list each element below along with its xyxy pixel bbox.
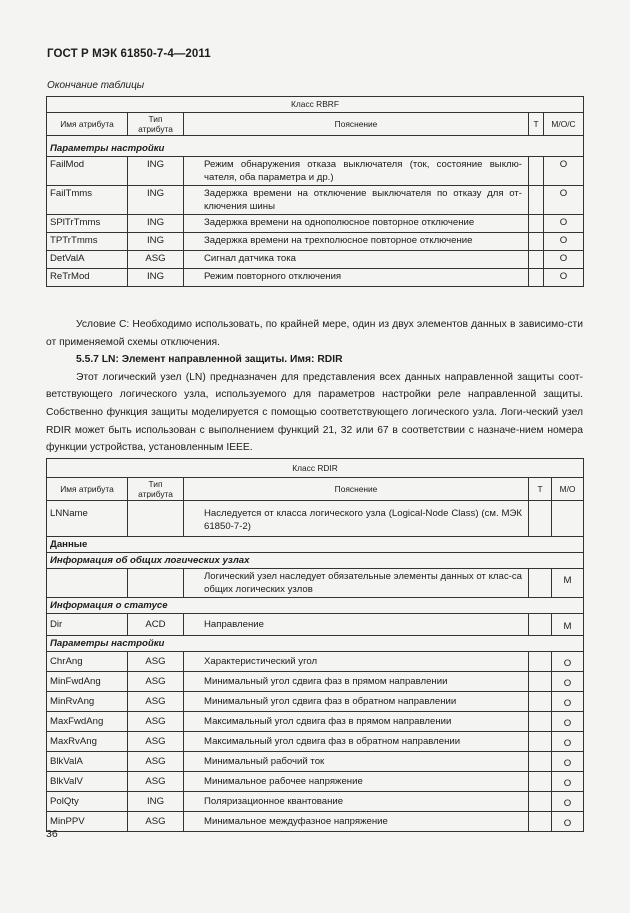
rbrf-table: [46, 96, 584, 287]
attr-type: ING: [128, 186, 184, 215]
attr-t: [529, 652, 552, 672]
table-caption: Окончание таблицы: [47, 80, 145, 91]
attr-t: [529, 269, 544, 287]
attr-mo: О: [552, 652, 584, 672]
table-row: [47, 772, 584, 792]
table-row: [47, 215, 584, 233]
attr-mo: О: [552, 692, 584, 712]
attr-name: BlkValV: [47, 772, 128, 792]
attr-desc: Режим повторного отключения: [184, 269, 529, 287]
attr-name: MinFwdAng: [47, 672, 128, 692]
table-row: [47, 672, 584, 692]
attr-mo: О: [544, 251, 584, 269]
attr-name: ChrAng: [47, 652, 128, 672]
attr-mo: М: [552, 614, 584, 636]
attr-type: ASG: [128, 712, 184, 732]
attr-t: [529, 732, 552, 752]
attr-t: [529, 772, 552, 792]
attr-name: MinPPV: [47, 812, 128, 832]
section-row: [47, 636, 584, 652]
attr-name: DetValA: [47, 251, 128, 269]
attr-name: MinRvAng: [47, 692, 128, 712]
attr-type: ASG: [128, 672, 184, 692]
attr-desc: Сигнал датчика тока: [184, 251, 529, 269]
attr-name: TPTrTmms: [47, 233, 128, 251]
attr-mo: О: [544, 269, 584, 287]
document-header: ГОСТ Р МЭК 61850-7-4—2011: [47, 48, 211, 60]
attr-desc: Задержка времени на отключение выключателя по отказу для от-ключения шины: [184, 186, 529, 215]
attr-name: MaxRvAng: [47, 732, 128, 752]
attr-name: PolQty: [47, 792, 128, 812]
section-row: [47, 553, 584, 569]
attr-mo: О: [552, 752, 584, 772]
attr-t: [529, 501, 552, 537]
attr-desc: Характеристический угол: [184, 652, 529, 672]
attr-desc: Задержка времени на однополюсное повторное отключение: [184, 215, 529, 233]
attr-type: ASG: [128, 652, 184, 672]
class-title: Класс RBRF: [47, 97, 584, 113]
attr-mo: О: [544, 157, 584, 186]
attr-mo: О: [552, 732, 584, 752]
section-row: [47, 598, 584, 614]
column-header-desc: Пояснение: [184, 478, 529, 501]
table-row: [47, 157, 584, 186]
attr-desc: Минимальное рабочее напряжение: [184, 772, 529, 792]
table-row: [47, 233, 584, 251]
attr-type: [128, 501, 184, 537]
table-row: [47, 712, 584, 732]
attr-mo: М: [552, 569, 584, 598]
attr-t: [529, 569, 552, 598]
attr-type: ING: [128, 215, 184, 233]
attr-type: ASG: [128, 732, 184, 752]
attr-desc: Минимальный угол сдвига фаз в прямом направлении: [184, 672, 529, 692]
table-row: [47, 569, 584, 598]
attr-t: [529, 186, 544, 215]
column-header-t: T: [529, 113, 544, 136]
attr-t: [529, 712, 552, 732]
attr-desc: Логический узел наследует обязательные элементы данных от клас-са общих логических узлов: [184, 569, 529, 598]
attr-type: ING: [128, 157, 184, 186]
attr-desc: Поляризационное квантование: [184, 792, 529, 812]
attr-t: [529, 157, 544, 186]
attr-t: [529, 812, 552, 832]
attr-mo: О: [544, 215, 584, 233]
attr-mo: О: [552, 772, 584, 792]
attr-t: [529, 614, 552, 636]
attr-type: ASG: [128, 752, 184, 772]
table-row: [47, 752, 584, 772]
table-header-row: [47, 478, 584, 501]
attr-t: [529, 233, 544, 251]
table-row: [47, 251, 584, 269]
attr-t: [529, 672, 552, 692]
column-header-attr: Имя атрибута: [47, 478, 128, 501]
column-header-type: Тип атрибута: [128, 478, 184, 501]
table-row: [47, 614, 584, 636]
attr-t: [529, 215, 544, 233]
attr-desc: Минимальный угол сдвига фаз в обратном направлении: [184, 692, 529, 712]
attr-type: ACD: [128, 614, 184, 636]
column-header-desc: Пояснение: [184, 113, 529, 136]
table-row: [47, 186, 584, 215]
body-text: [46, 316, 583, 457]
column-header-type: Тип атрибута: [128, 113, 184, 136]
attr-t: [529, 692, 552, 712]
class-title: Класс RDIR: [47, 459, 584, 478]
attr-name: LNName: [47, 501, 128, 537]
attr-type: [128, 569, 184, 598]
attr-desc: Максимальный угол сдвига фаз в обратном направлении: [184, 732, 529, 752]
attr-mo: О: [552, 792, 584, 812]
attr-type: ING: [128, 233, 184, 251]
attr-name: MaxFwdAng: [47, 712, 128, 732]
table-row: [47, 269, 584, 287]
attr-type: ASG: [128, 692, 184, 712]
attr-type: ING: [128, 792, 184, 812]
attr-type: ASG: [128, 772, 184, 792]
column-header-mo: М/О/С: [544, 113, 584, 136]
table-title-row: [47, 97, 584, 113]
attr-desc: Максимальный угол сдвига фаз в прямом направлении: [184, 712, 529, 732]
attr-name: BlkValA: [47, 752, 128, 772]
attr-desc: Наследуется от класса логического узла (Logical-Node Class) (см. МЭК 61850-7-2): [184, 501, 529, 537]
column-header-t: T: [529, 478, 552, 501]
table-row: [47, 792, 584, 812]
attr-desc: Минимальный рабочий ток: [184, 752, 529, 772]
table-title-row: [47, 459, 584, 478]
section-title: Параметры настройки: [47, 136, 584, 157]
attr-desc: Минимальное междуфазное напряжение: [184, 812, 529, 832]
attr-name: SPlTrTmms: [47, 215, 128, 233]
table-row: [47, 652, 584, 672]
attr-mo: О: [552, 672, 584, 692]
attr-name: ReTrMod: [47, 269, 128, 287]
attr-t: [529, 752, 552, 772]
condition-paragraph: Условие С: Необходимо использовать, по крайней мере, один из двух элементов данных в зависимо-сти от применяемой схемы отключения.: [46, 319, 583, 348]
section-row: [47, 136, 584, 157]
attr-mo: [552, 501, 584, 537]
attr-desc: Задержка времени на трехполюсное повторное отключение: [184, 233, 529, 251]
attr-mo: О: [552, 712, 584, 732]
section-title: Информация об общих логических узлах: [47, 553, 584, 569]
description-paragraph: Этот логический узел (LN) предназначен для представления всех данных направленной защиты соот-ветствующего логического узла, используемого для параметров настройки реле направленной защиты. Собственно функция защиты моделируется с помощью соответствующего логического узла. Логи-ческий узел RDIR может быть использован с выполнением функций 21, 32 или 67 в соответствии с назначе-нием номера функции устройства, установленным IEEE.: [46, 371, 583, 454]
column-header-mo: М/О: [552, 478, 584, 501]
attr-mo: О: [544, 186, 584, 215]
table-row: [47, 692, 584, 712]
attr-mo: О: [552, 812, 584, 832]
attr-type: ASG: [128, 812, 184, 832]
attr-name: FailTmms: [47, 186, 128, 215]
attr-t: [529, 251, 544, 269]
section-heading: 5.5.7 LN: Элемент направленной защиты. Имя: RDIR: [76, 354, 343, 366]
section-title: Данные: [47, 537, 584, 553]
attr-t: [529, 792, 552, 812]
attr-desc: Режим обнаружения отказа выключателя (ток, состояние выклю-чателя, оба параметра и др.): [184, 157, 529, 186]
attr-mo: О: [544, 233, 584, 251]
attr-name: FailMod: [47, 157, 128, 186]
table-row: [47, 812, 584, 832]
table-header-row: [47, 113, 584, 136]
attr-type: ING: [128, 269, 184, 287]
column-header-attr: Имя атрибута: [47, 113, 128, 136]
attr-name: Dir: [47, 614, 128, 636]
table-row-lnname: [47, 501, 584, 537]
table-row: [47, 732, 584, 752]
rdir-table: [46, 458, 584, 832]
section-row: [47, 537, 584, 553]
section-title: Параметры настройки: [47, 636, 584, 652]
section-title: Информация о статусе: [47, 598, 584, 614]
attr-name: [47, 569, 128, 598]
page-number: 36: [46, 828, 58, 840]
attr-type: ASG: [128, 251, 184, 269]
attr-desc: Направление: [184, 614, 529, 636]
